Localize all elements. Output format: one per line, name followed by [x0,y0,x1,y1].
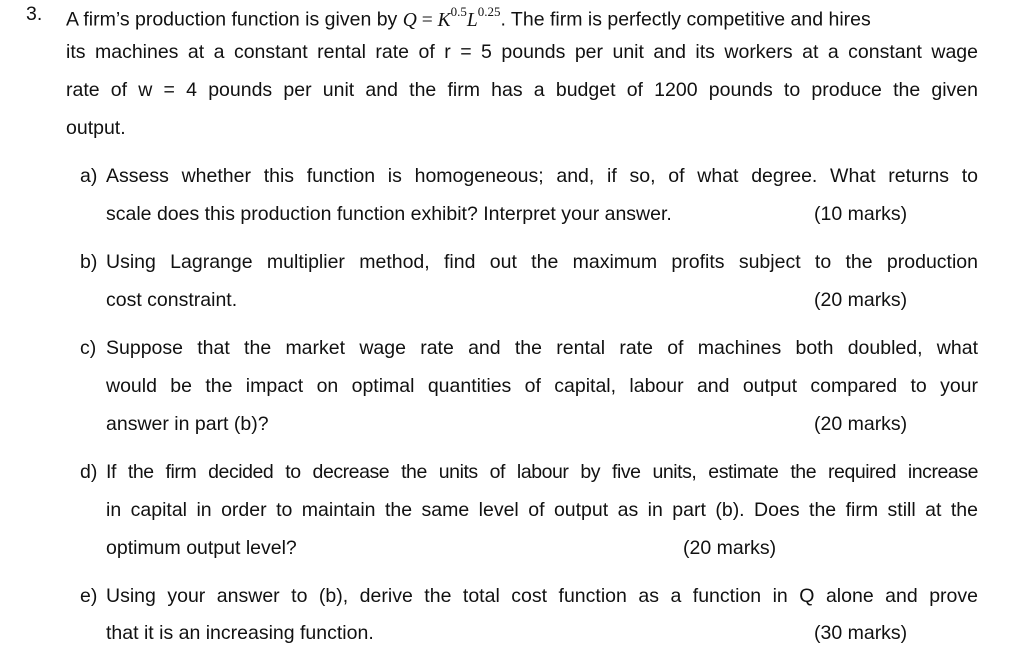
part-b-label: b) [80,251,98,273]
part-d-line-3: optimum output level? [106,537,297,559]
part-b-marks: (20 marks) [814,289,908,311]
question-intro-line-1 [66,2,978,33]
part-e-marks: (30 marks) [814,622,908,644]
part-b-line-1: Using Lagrange multiplier method, find out the maximum profits subject to the production [106,251,978,273]
intro-text-pre: A firm’s production function is given by [66,8,403,31]
question-intro-line-2: its machines at a constant rental rate of r = 5 pounds per unit and its workers at a constant wage [66,41,978,63]
part-c-line-2: would be the impact on optimal quantities of capital, labour and output compared to your [106,375,978,397]
production-function-formula [402,4,501,31]
part-d-marks: (20 marks) [683,537,777,559]
part-c-line-1: Suppose that the market wage rate and the rental rate of machines both doubled, what [106,337,978,359]
part-c-marks: (20 marks) [814,413,908,435]
part-d-label: d) [80,461,98,483]
intro-text-post: . The firm is perfectly competitive and hires [500,8,871,31]
part-b-line-2: cost constraint. [106,289,238,311]
part-c-label: c) [80,337,97,359]
part-e-label: e) [80,585,98,607]
part-c-line-3: answer in part (b)? [106,413,269,435]
part-e-line-2: that it is an increasing function. [106,622,374,644]
part-d-line-2: in capital in order to maintain the same level of output as in part (b). Does the firm still at the [106,499,978,521]
part-a-line-1: Assess whether this function is homogeneous; and, if so, of what degree. What returns to [106,165,978,187]
formula-l: L [466,9,478,31]
question-intro-line-3: rate of w = 4 pounds per unit and the firm has a budget of 1200 pounds to produce the given [66,79,978,101]
question-intro-line-4: output. [66,117,126,139]
part-e-line-1: Using your answer to (b), derive the total cost function as a function in Q alone and prove [106,585,978,607]
part-a-label: a) [80,165,98,187]
part-a-marks: (10 marks) [814,203,908,225]
formula-l-exponent: 0.25 [477,4,501,19]
formula-equals: = [416,9,438,31]
question-number: 3. [26,3,43,25]
part-a-line-2: scale does this production function exhibit? Interpret your answer. [106,203,672,225]
part-d-line-1: If the firm decided to decrease the units of labour by five units, estimate the required increase [106,461,978,483]
formula-q: Q [402,9,417,31]
formula-k: K [437,9,451,31]
formula-k-exponent: 0.5 [450,4,467,19]
